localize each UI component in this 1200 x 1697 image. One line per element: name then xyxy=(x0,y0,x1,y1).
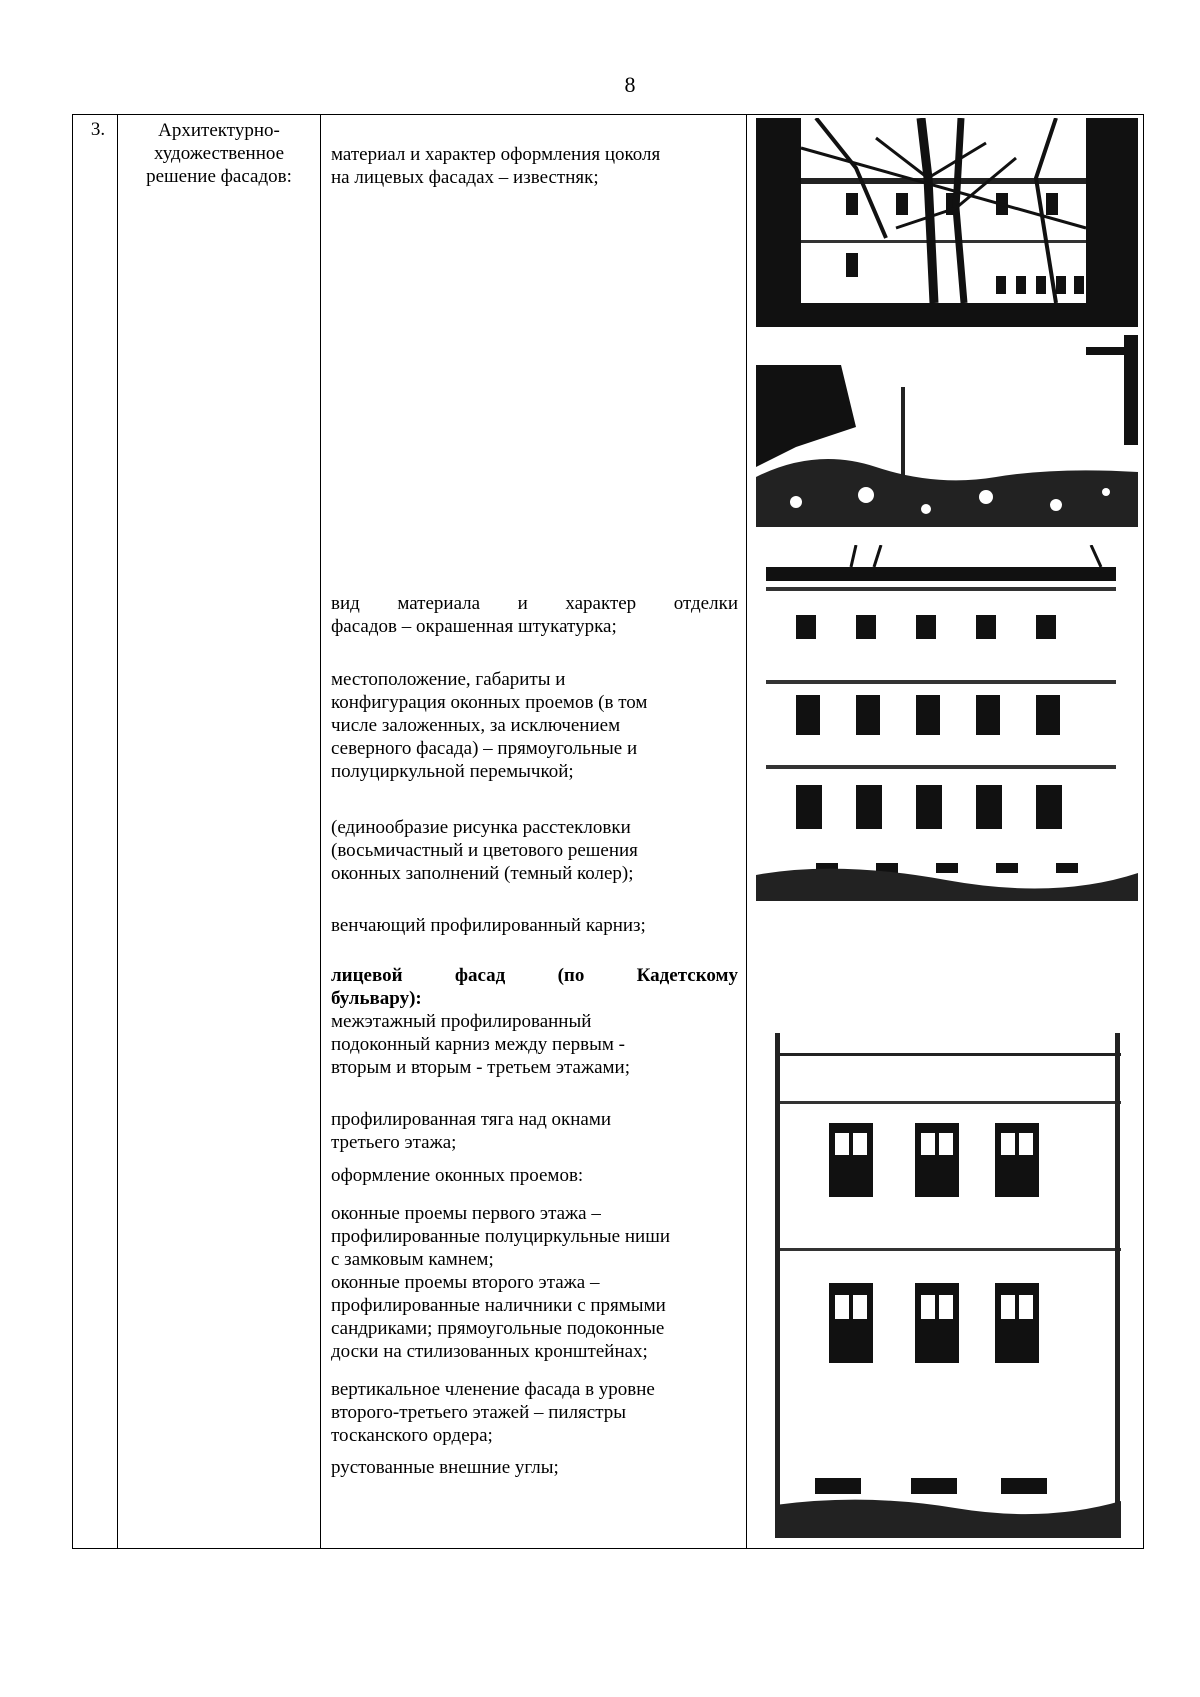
main-facade-fragment-photo xyxy=(775,1033,1121,1538)
facade-finish-text: вид материала и характер отделки фасадов – окрашенная штукатурка; xyxy=(331,593,738,637)
interfloor-cornice-text: межэтажный профилированный подоконный карниз между первым - вторым и вторым - третьем этажами; xyxy=(331,1011,630,1078)
facade-with-trees-photo xyxy=(756,118,1138,331)
facade-three-storey-photo xyxy=(756,545,1138,901)
window-decor-text: оформление оконных проемов: xyxy=(331,1165,584,1186)
plinth-detail-photo xyxy=(756,327,1138,527)
table-frame xyxy=(72,114,1144,1549)
band-text: профилированная тяга над окнами третьего этажа; xyxy=(331,1109,612,1153)
row-title: Архитектурно- художественное решение фасадов: xyxy=(146,120,292,187)
glazing-text: (единообразие рисунка расстекловки (восьмичастный и цветового решения оконных заполнений (темный колер); xyxy=(331,817,638,884)
corners-text: рустованные внешние углы; xyxy=(331,1457,559,1478)
plinth-text: материал и характер оформления цоколя на лицевых фасадах – известняк; xyxy=(331,144,661,188)
column-divider-2 xyxy=(320,115,321,1548)
first-floor-windows-text: оконные проемы первого этажа – профилированные полуциркульные ниши с замковым камнем; xyxy=(331,1203,670,1270)
cornice-text: венчающий профилированный карниз; xyxy=(331,915,646,936)
main-facade-heading: лицевой фасад (по Кадетскому бульвару): xyxy=(331,965,738,1009)
column-divider-3 xyxy=(746,115,747,1548)
column-divider-1 xyxy=(117,115,118,1548)
pilasters-text: вертикальное членение фасада в уровне второго-третьего этажей – пилястры тосканского ордера; xyxy=(331,1379,655,1446)
second-floor-windows-text: оконные проемы второго этажа – профилированные наличники с прямыми сандриками; прямоугольные подоконные доски на стилизованных кронштейнах; xyxy=(331,1272,666,1362)
page-number: 8 xyxy=(624,72,636,97)
window-openings-text: местоположение, габариты и конфигурация оконных проемов (в том числе заложенных, за исключением северного фасада) – прямоугольные и полуциркульной перемычкой; xyxy=(331,669,648,782)
row-number: 3. xyxy=(90,119,106,140)
